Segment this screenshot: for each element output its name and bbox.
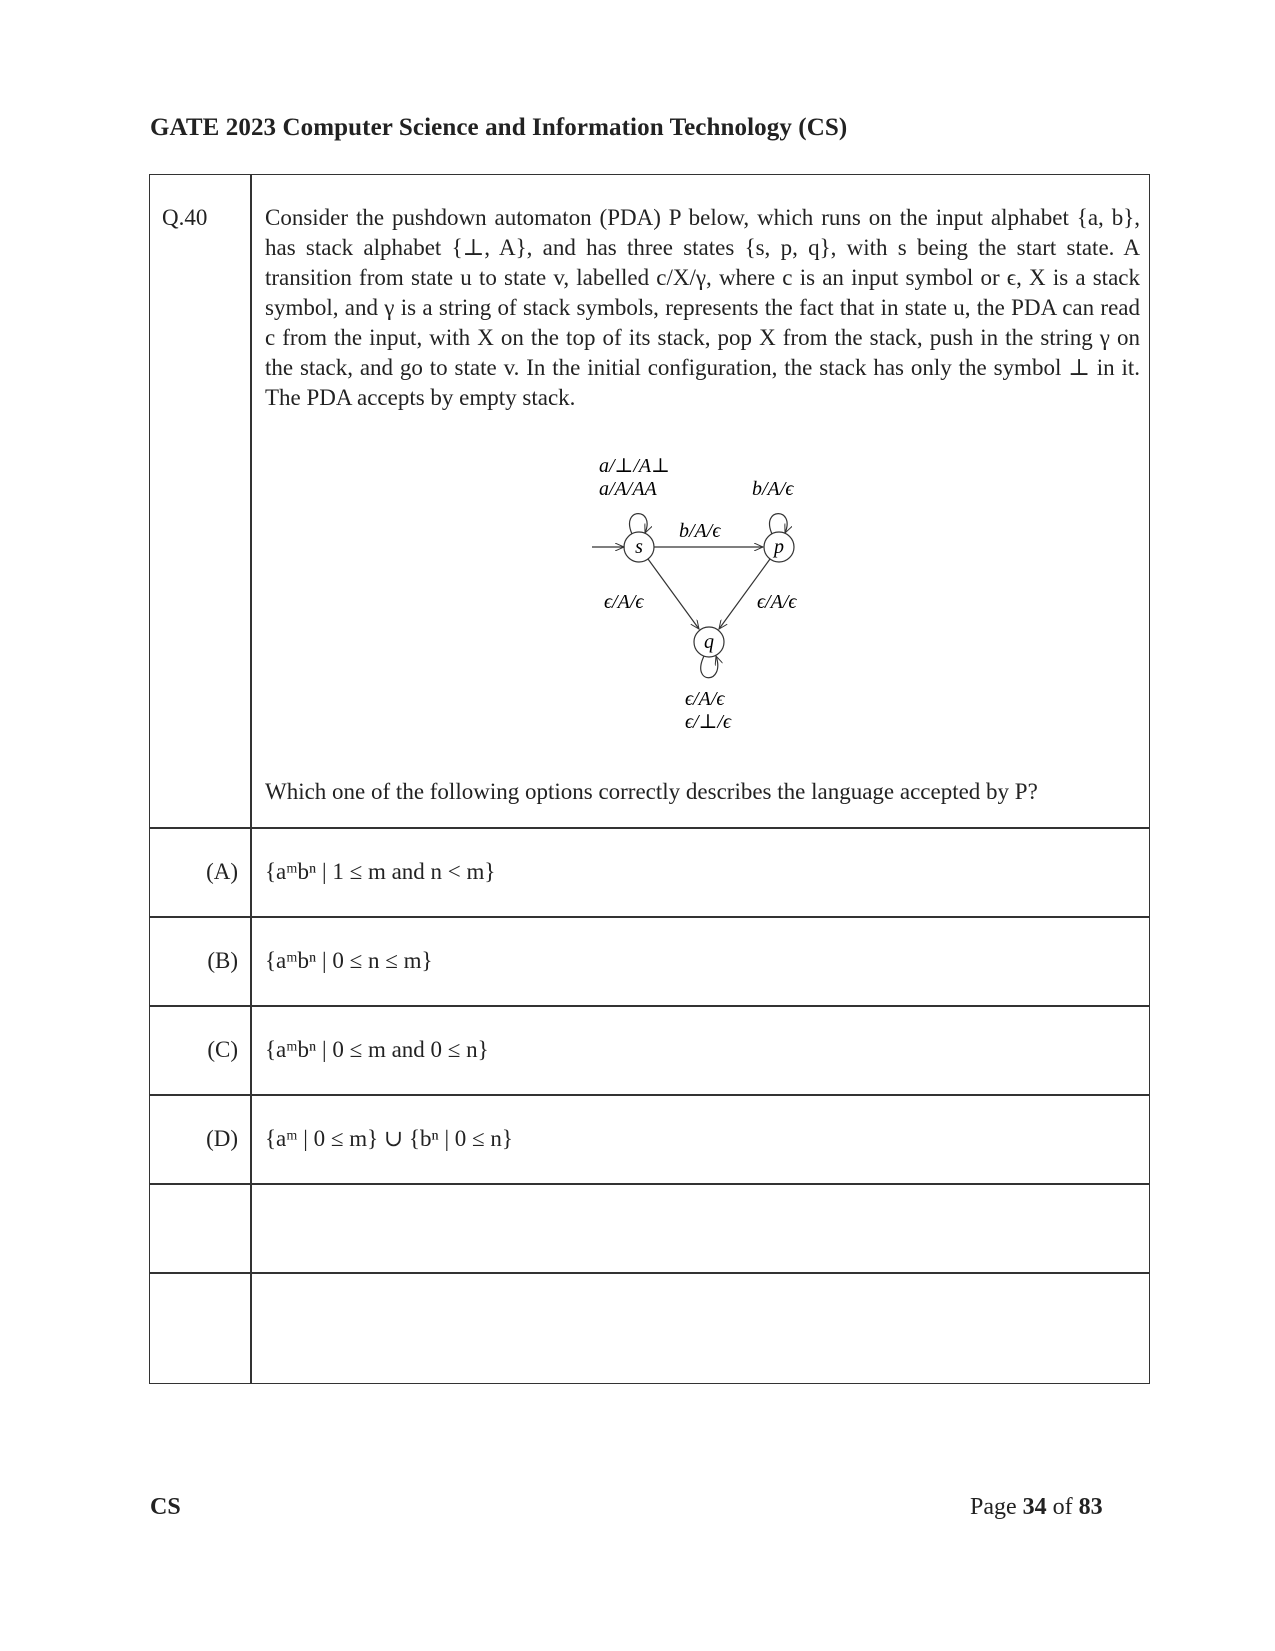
label-s-to-q: ϵ/A/ϵ	[604, 591, 644, 613]
label-q-loop-1: ϵ/A/ϵ	[685, 688, 725, 710]
loop-p	[770, 514, 788, 534]
question-table	[149, 174, 1150, 1384]
label-q-loop-2: ϵ/⊥/ϵ	[685, 711, 732, 733]
option-c-label: (C)	[207, 1037, 238, 1062]
row-divider	[150, 916, 1149, 918]
label-p-loop: b/A/ϵ	[752, 478, 794, 500]
option-a-text: {aᵐbⁿ | 1 ≤ m and n < m}	[265, 859, 496, 884]
label-s-to-p: b/A/ϵ	[679, 520, 721, 542]
question-prompt: Which one of the following options correctly describes the language accepted by P?	[265, 779, 1038, 804]
option-a-label: (A)	[206, 859, 238, 884]
page-header-title: GATE 2023 Computer Science and Information Technology (CS)	[150, 114, 848, 141]
svg-text:s: s	[635, 536, 643, 558]
page-of: of	[1052, 1494, 1073, 1520]
option-c-text: {aᵐbⁿ | 0 ≤ m and 0 ≤ n}	[265, 1037, 489, 1062]
loop-q	[701, 656, 718, 678]
row-divider	[150, 827, 1149, 829]
option-b-label: (B)	[207, 948, 238, 973]
row-divider	[150, 1005, 1149, 1007]
option-d-label: (D)	[206, 1126, 238, 1151]
svg-text:p: p	[774, 536, 784, 558]
column-divider	[250, 175, 252, 1383]
edge-s-to-q	[648, 559, 699, 629]
question-number: Q.40	[162, 205, 208, 230]
footer-subject-code: CS	[150, 1494, 181, 1520]
state-p	[764, 532, 794, 562]
page-prefix: Page	[970, 1494, 1017, 1520]
state-q	[694, 627, 724, 657]
label-s-loop-2: a/A/AA	[599, 478, 657, 500]
state-s	[624, 532, 654, 562]
question-text	[265, 203, 1140, 413]
svg-text:q: q	[704, 631, 714, 653]
pda-diagram	[582, 445, 902, 745]
label-p-to-q: ϵ/A/ϵ	[757, 591, 797, 613]
page-current: 34	[1022, 1494, 1047, 1520]
row-divider	[150, 1183, 1149, 1185]
option-d-text: {aᵐ | 0 ≤ m} ∪ {bⁿ | 0 ≤ n}	[265, 1126, 513, 1151]
option-b-text: {aᵐbⁿ | 0 ≤ n ≤ m}	[265, 948, 433, 973]
footer-page-number	[970, 1494, 1103, 1521]
row-divider	[150, 1094, 1149, 1096]
row-divider	[150, 1272, 1149, 1274]
label-s-loop-1: a/⊥/A⊥	[599, 455, 670, 477]
loop-s	[630, 514, 648, 534]
page-total: 83	[1078, 1494, 1103, 1520]
question-intro: Consider the pushdown automaton (PDA) P below, which runs on the input alphabet {a, b}, has stack alphabet {⊥, A}, and has three states {s, p, q}, with s being the start state. A transition from state u to state v, labelled c/X/γ, where c is an input symbol or ϵ, X is a stack symbol, and γ is a string of stack symbols, represents the fact that in state u, the PDA can read c from the input, with X on the top of its stack, pop X from the stack, push in the string γ on the stack, and go to state v. In the initial configuration, the stack has only the symbol ⊥ in it. The PDA accepts by empty stack.	[265, 205, 1140, 410]
